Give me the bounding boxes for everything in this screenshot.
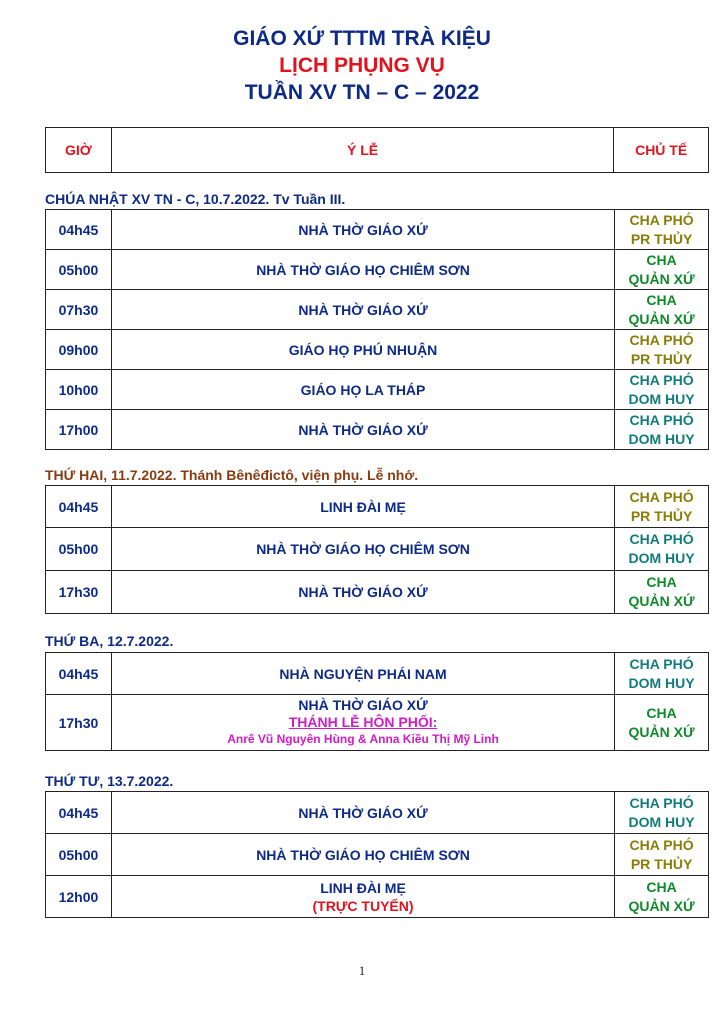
row-celebrant: CHA PHÓ DOM HUY bbox=[615, 792, 709, 833]
row-celebrant: CHA QUẢN XỨ bbox=[615, 695, 709, 750]
table-row bbox=[46, 792, 709, 834]
table-tuesday bbox=[45, 652, 709, 751]
row-place: NHÀ THỜ GIÁO XỨ bbox=[112, 210, 615, 249]
row-celebrant: CHA PHÓ DOM HUY bbox=[615, 653, 709, 694]
row-celebrant: CHA QUẢN XỨ bbox=[615, 250, 709, 289]
row-celebrant: CHA PHÓ PR THỦY bbox=[615, 210, 709, 249]
row-celebrant: CHA PHÓ PR THỦY bbox=[615, 486, 709, 527]
row-place: NHÀ THỜ GIÁO XỨ bbox=[112, 290, 615, 329]
row-celebrant: CHA PHÓ DOM HUY bbox=[615, 528, 709, 570]
table-row bbox=[46, 290, 709, 330]
table-row bbox=[46, 695, 709, 751]
section-title-sunday: CHÚA NHẬT XV TN - C, 10.7.2022. Tv Tuần III. bbox=[45, 191, 346, 207]
table-row bbox=[46, 210, 709, 250]
row-place-name: LINH ĐÀI MẸ bbox=[320, 879, 406, 896]
table-row bbox=[46, 370, 709, 410]
row-celebrant: CHA PHÓ PR THỦY bbox=[615, 834, 709, 875]
row-celebrant: CHA PHÓ PR THỦY bbox=[615, 330, 709, 369]
row-time: 05h00 bbox=[46, 834, 112, 875]
row-place: NHÀ THỜ GIÁO HỌ CHIÊM SƠN bbox=[112, 528, 615, 570]
row-celebrant: CHA PHÓ DOM HUY bbox=[615, 370, 709, 409]
schedule-title: LỊCH PHỤNG VỤ bbox=[279, 54, 445, 77]
row-place: GIÁO HỌ LA THÁP bbox=[112, 370, 615, 409]
table-row bbox=[46, 250, 709, 290]
row-time: 04h45 bbox=[46, 653, 112, 694]
section-title-wednesday: THỨ TƯ, 13.7.2022. bbox=[45, 773, 174, 789]
table-row bbox=[46, 571, 709, 614]
row-place bbox=[112, 876, 615, 917]
table-row bbox=[46, 528, 709, 571]
section-title-monday: THỨ HAI, 11.7.2022. Thánh Bênêđictô, viện phụ. Lễ nhớ. bbox=[45, 467, 419, 483]
column-header-row bbox=[45, 127, 709, 173]
row-time: 12h00 bbox=[46, 876, 112, 917]
row-place: NHÀ THỜ GIÁO HỌ CHIÊM SƠN bbox=[112, 834, 615, 875]
row-place: NHÀ NGUYỆN PHÁI NAM bbox=[112, 653, 615, 694]
row-celebrant: CHA QUẢN XỨ bbox=[615, 876, 709, 917]
row-celebrant: CHA QUẢN XỨ bbox=[615, 290, 709, 329]
wedding-names: Anrê Vũ Nguyên Hùng & Anna Kiều Thị Mỹ Linh bbox=[227, 732, 499, 746]
row-celebrant: CHA PHÓ DOM HUY bbox=[615, 410, 709, 449]
table-row bbox=[46, 834, 709, 876]
table-row bbox=[46, 486, 709, 528]
wedding-label: THÁNH LỄ HÔN PHỐI: bbox=[288, 714, 438, 730]
row-time: 17h30 bbox=[46, 695, 112, 750]
table-row bbox=[46, 410, 709, 450]
row-time: 17h00 bbox=[46, 410, 112, 449]
row-time: 04h45 bbox=[46, 210, 112, 249]
row-time: 09h00 bbox=[46, 330, 112, 369]
row-time: 04h45 bbox=[46, 486, 112, 527]
page-number: 1 bbox=[358, 963, 366, 978]
row-place-name: NHÀ THỜ GIÁO XỨ bbox=[298, 697, 428, 713]
table-monday bbox=[45, 485, 709, 614]
week-title: TUẦN XV TN – C – 2022 bbox=[244, 81, 480, 104]
row-time: 05h00 bbox=[46, 250, 112, 289]
row-time: 17h30 bbox=[46, 571, 112, 613]
row-place: NHÀ THỜ GIÁO XỨ bbox=[112, 571, 615, 613]
header-celebrant: CHỦ TẾ bbox=[635, 142, 688, 158]
row-place: NHÀ THỜ GIÁO XỨ bbox=[112, 792, 615, 833]
header-intention: Ý LỄ bbox=[112, 128, 614, 172]
row-celebrant: CHA QUẢN XỨ bbox=[615, 571, 709, 613]
section-title-tuesday: THỨ BA, 12.7.2022. bbox=[45, 633, 174, 649]
row-place: GIÁO HỌ PHÚ NHUẬN bbox=[112, 330, 615, 369]
row-time: 07h30 bbox=[46, 290, 112, 329]
table-row bbox=[46, 330, 709, 370]
row-place: NHÀ THỜ GIÁO XỨ bbox=[112, 410, 615, 449]
row-time: 05h00 bbox=[46, 528, 112, 570]
row-place: LINH ĐÀI MẸ bbox=[112, 486, 615, 527]
table-row bbox=[46, 876, 709, 918]
parish-title: GIÁO XỨ TTTM TRÀ KIỆU bbox=[233, 27, 491, 50]
online-label: (TRỰC TUYẾN) bbox=[312, 897, 414, 914]
table-sunday bbox=[45, 209, 709, 450]
row-place: NHÀ THỜ GIÁO HỌ CHIÊM SƠN bbox=[112, 250, 615, 289]
table-wednesday bbox=[45, 791, 709, 918]
row-place bbox=[112, 695, 615, 750]
header-time: GIỜ bbox=[46, 128, 112, 172]
table-row bbox=[46, 653, 709, 695]
row-time: 10h00 bbox=[46, 370, 112, 409]
row-time: 04h45 bbox=[46, 792, 112, 833]
